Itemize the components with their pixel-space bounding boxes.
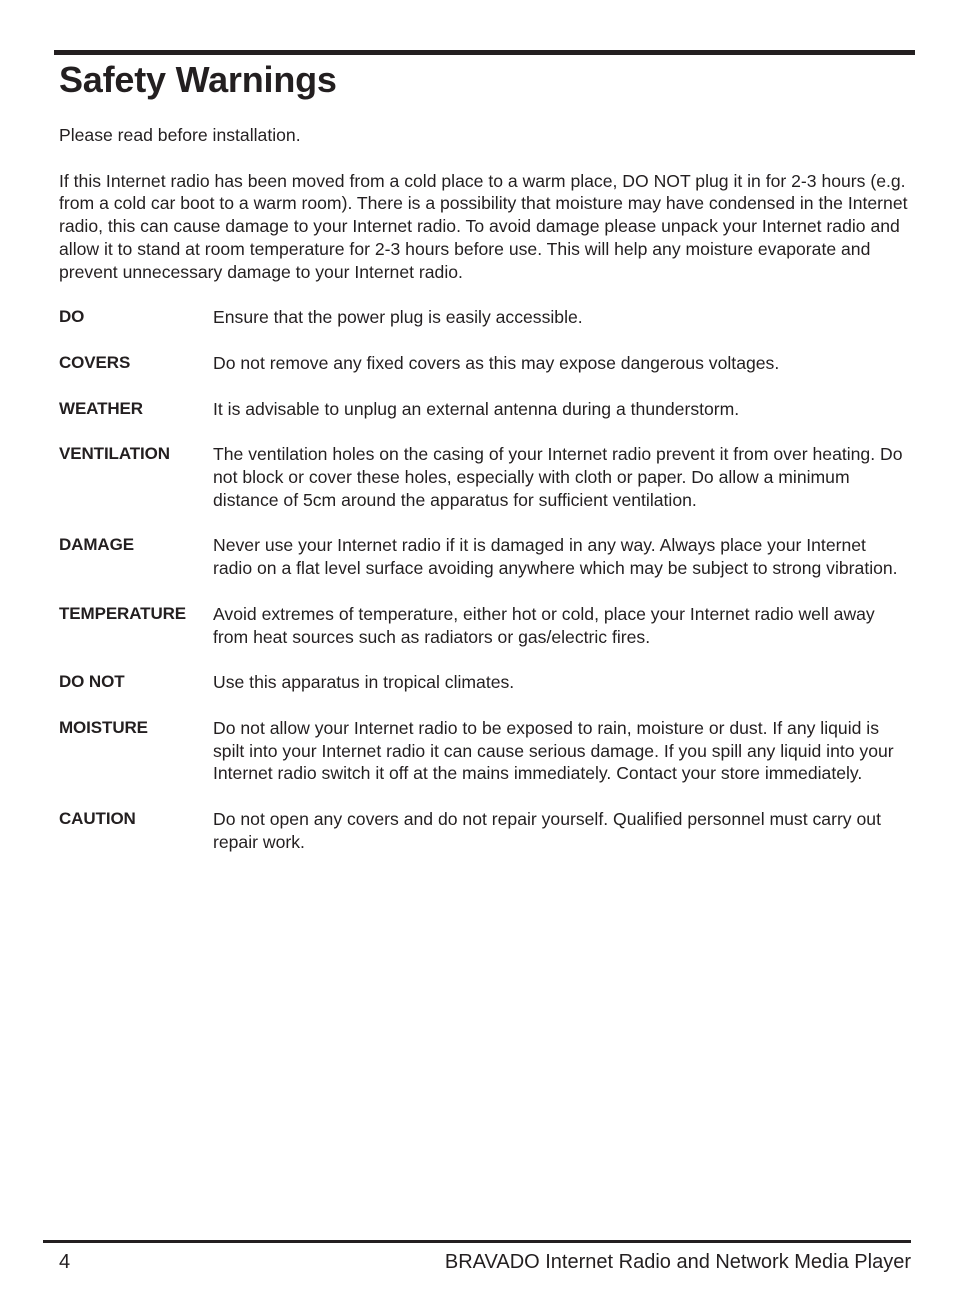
paragraph-emphasis: DO NOT	[622, 170, 691, 191]
page-title: Safety Warnings	[59, 59, 337, 100]
top-rule	[54, 50, 915, 55]
warning-row-moisture	[59, 717, 909, 785]
warning-label: MOISTURE	[59, 717, 148, 737]
warning-row-temperature	[59, 603, 909, 649]
warning-label: DAMAGE	[59, 535, 134, 555]
warning-row-covers	[59, 352, 909, 375]
warning-text: Do not remove any fixed covers as this may expose dangerous voltages.	[213, 352, 780, 373]
product-name: BRAVADO Internet Radio and Network Media Player	[444, 1251, 911, 1273]
warning-text: Do not open any covers and do not repair yourself. Qualified personnel must carry out repair work.	[213, 808, 881, 852]
page-number: 4	[59, 1251, 71, 1273]
warning-row-ventilation	[59, 443, 909, 511]
warning-row-do	[59, 306, 909, 329]
warning-label: CAUTION	[59, 808, 136, 828]
warning-label: WEATHER	[59, 398, 143, 418]
moisture-paragraph	[59, 170, 909, 284]
paragraph-after: plug it in for 2-3 hours (e.g. from a cold car boot to a warm room). There is a possibility that moisture may have condensed in the Internet radio, this can cause damage to your Internet radio. To avoid damage please unpack your Internet radio and allow it to stand at room temperature for 2-3 hours before use. This will help any moisture evaporate and prevent unnecessary damage to your Internet radio.	[59, 170, 908, 282]
warning-label: VENTILATION	[59, 444, 170, 464]
bottom-rule	[43, 1240, 911, 1243]
warning-label: DO	[59, 307, 85, 327]
warning-row-weather	[59, 398, 909, 421]
warning-label: TEMPERATURE	[59, 603, 187, 623]
warning-text: The ventilation holes on the casing of your Internet radio prevent it from over heating. Do not block or cover these holes, especially with cloth or paper. Do allow a minimum distance of 5cm around the apparatus for sufficient ventilation.	[213, 444, 903, 510]
warning-text: Do not allow your Internet radio to be exposed to rain, moisture or dust. If any liquid is spilt into your Internet radio it can cause serious damage. If you spill any liquid into your Internet radio switch it off at the mains immediately. Contact your store immediately.	[213, 717, 894, 784]
warning-label: COVERS	[59, 352, 131, 372]
warning-text: Never use your Internet radio if it is damaged in any way. Always place your Internet radio on a flat level surface avoiding anywhere which may be subject to strong vibration.	[213, 535, 898, 579]
warning-row-damage	[59, 534, 909, 580]
warning-text: Avoid extremes of temperature, either hot or cold, place your Internet radio well away from heat sources such as radiators or gas/electric fires.	[213, 603, 875, 647]
intro-text: Please read before installation.	[59, 125, 301, 145]
page-content	[59, 124, 909, 876]
warning-text: Ensure that the power plug is easily accessible.	[213, 307, 583, 328]
warning-text: It is advisable to unplug an external antenna during a thunderstorm.	[213, 398, 740, 419]
page-footer	[59, 1249, 911, 1275]
warning-row-caution	[59, 808, 909, 854]
warnings-list	[59, 306, 909, 853]
warning-text: Use this apparatus in tropical climates.	[213, 672, 515, 693]
paragraph-before: If this Internet radio has been moved from a cold place to a warm place,	[59, 170, 623, 191]
warning-row-do-not	[59, 671, 909, 694]
warning-label: DO NOT	[59, 672, 125, 692]
